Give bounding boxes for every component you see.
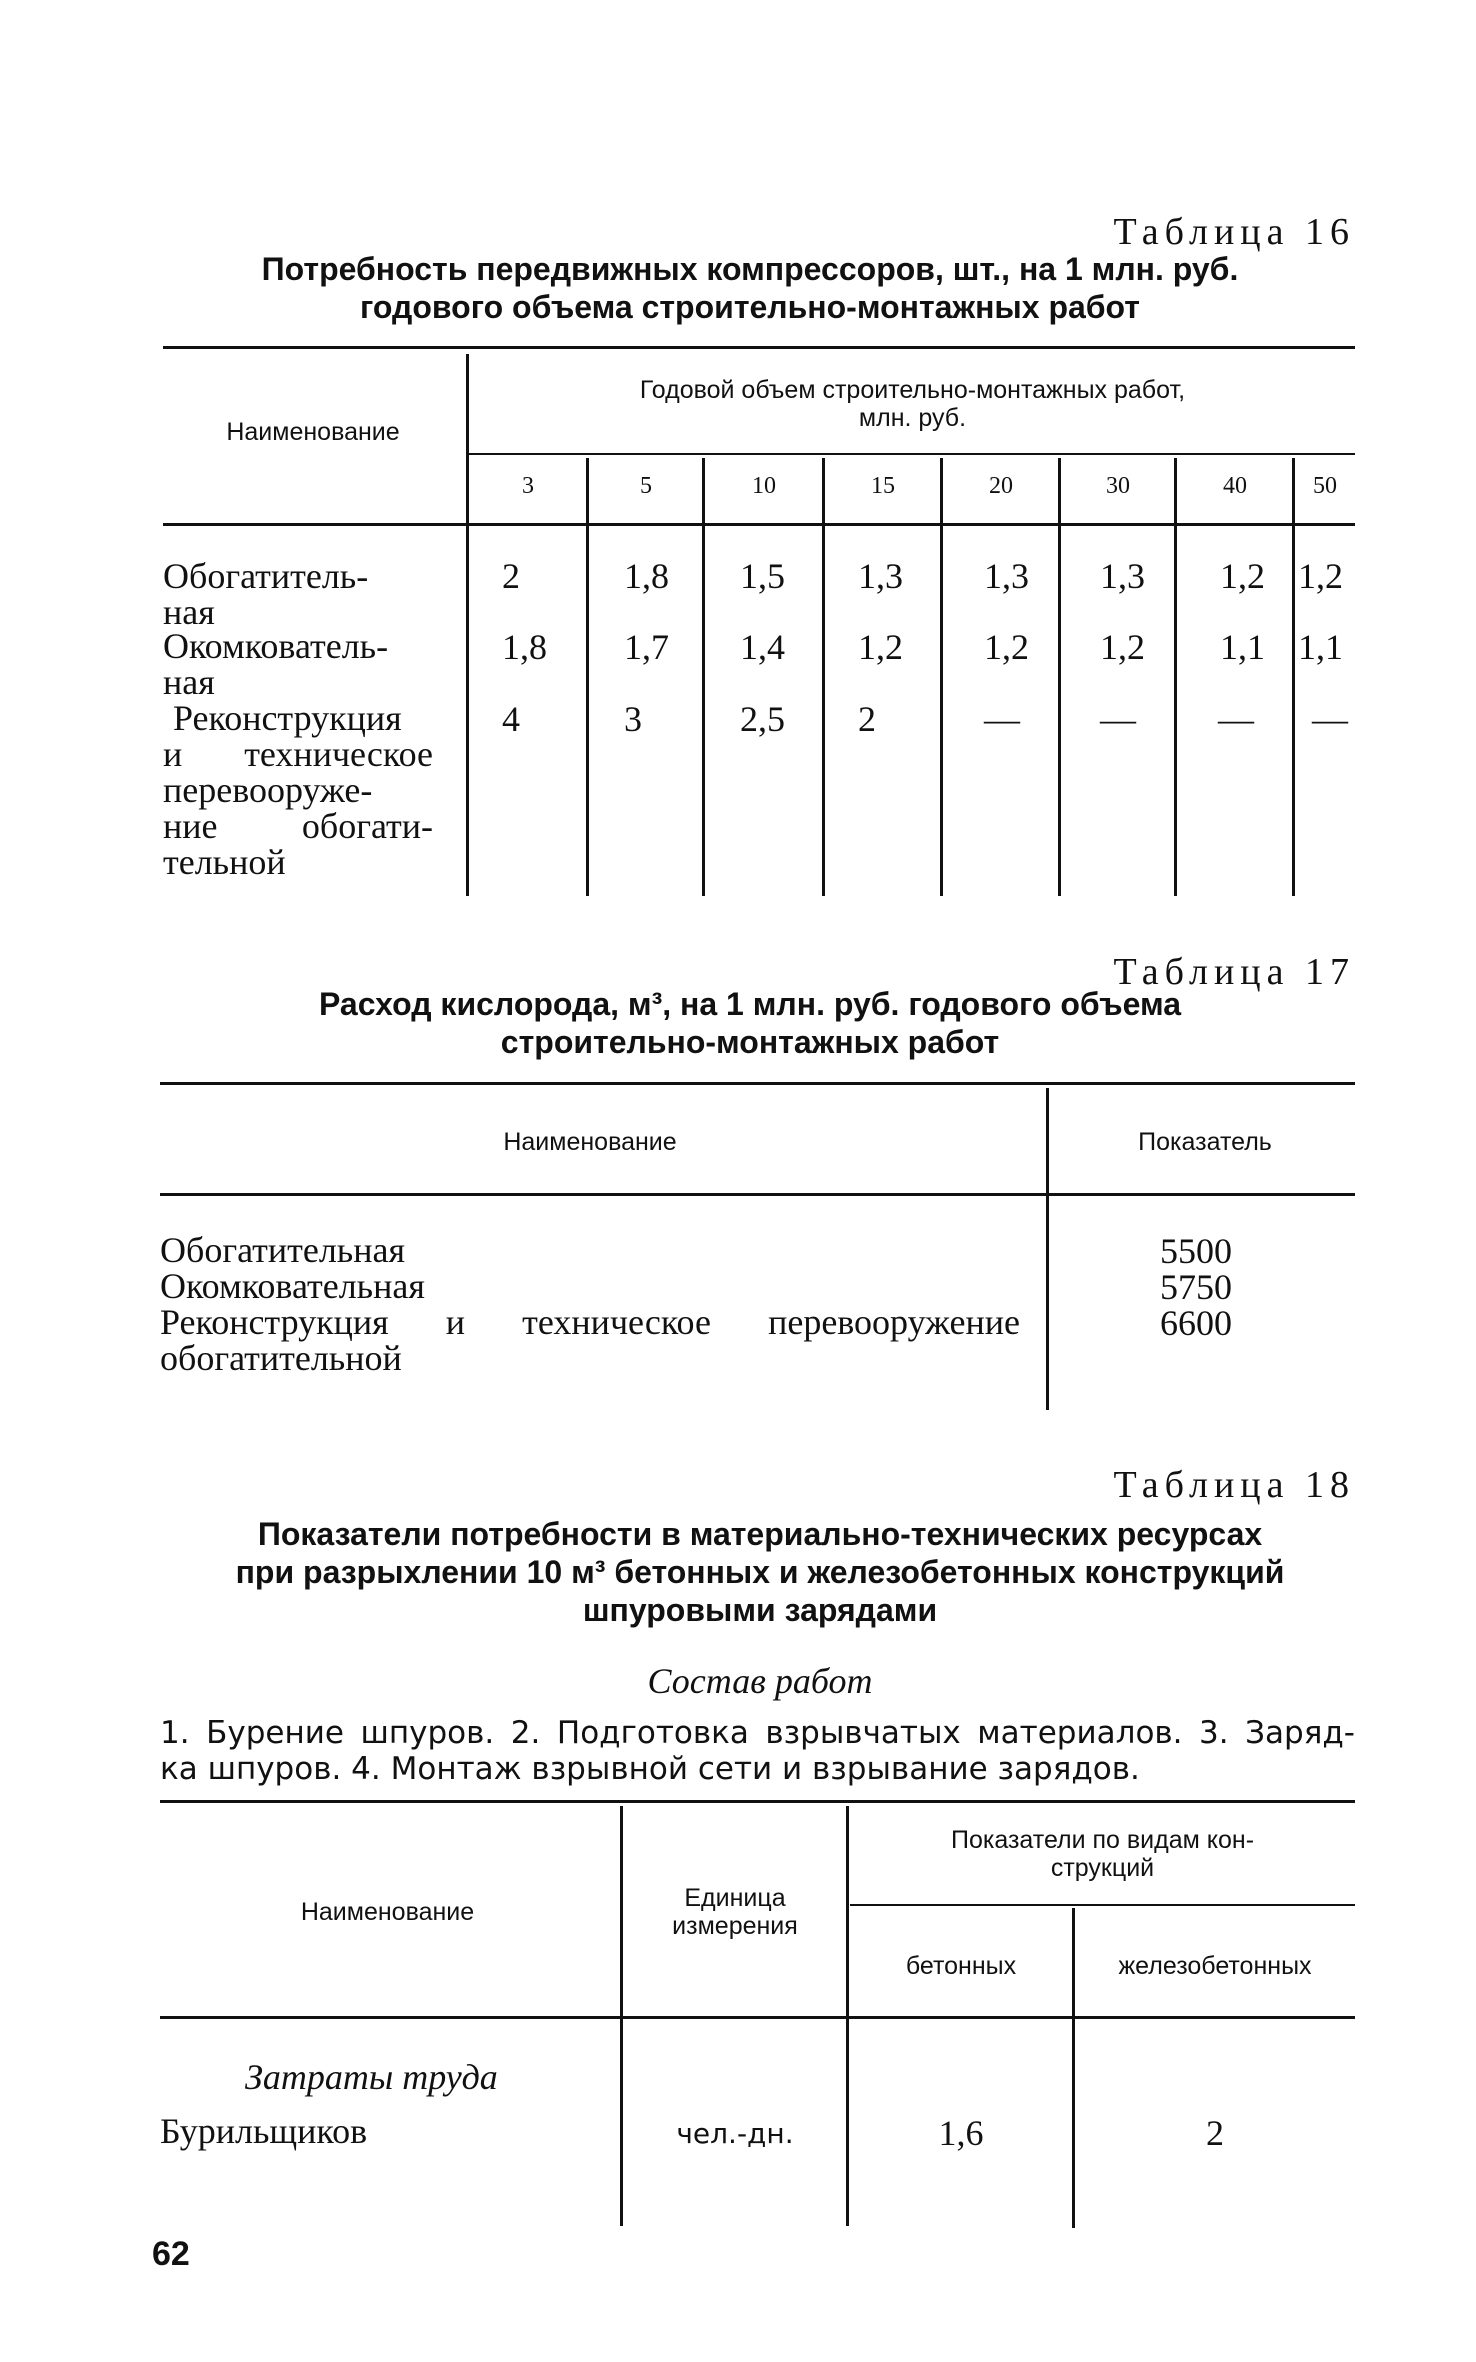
table18-title-line2: при разрыхлении 10 м³ бетонных и железобетонных конструкций [235,1554,1285,1590]
t16-r1-c4: 1,3 [858,556,903,596]
t16-r1-c1: 2 [502,556,520,596]
table16-col-30: 30 [1106,473,1130,499]
table16-col-name-header: Наименование [226,418,400,446]
t16-r3-c4: 2 [858,699,876,739]
table18-row1-name: Бурильщиков [160,2111,368,2151]
table17-col-name-header: Наименование [503,1128,677,1156]
t16-r2-c2: 1,7 [624,627,669,667]
table17-row2-name: Окомковательная [160,1266,425,1306]
table16-title-line1: Потребность передвижных компрессоров, шт., на 1 млн. руб. [261,251,1239,287]
table18-work-list: 1. Бурение шпуров. 2. Подготовка взрывчатых материалов. 3. Заряд- ка шпуров. 4. Монтаж взрывной сети и взрывание зарядов. [160,1715,1355,1787]
table18-title-line1: Показатели потребности в материально-технических ресурсах [257,1516,1263,1552]
t16-r1-c6: 1,3 [1100,556,1145,596]
t16-r1-c5: 1,3 [984,556,1029,596]
t16-r2-c5: 1,2 [984,627,1029,667]
table16-col-20: 20 [989,473,1013,499]
t16-r1-c8: 1,2 [1298,556,1343,596]
table17-col-value-header: Показатель [1138,1128,1272,1156]
table17-row3-value: 6600 [1160,1303,1232,1343]
table16-col-3: 3 [522,473,534,499]
t16-r2-c3: 1,4 [740,627,785,667]
table18-caption: Таблица 18 [1113,1464,1355,1506]
table18-col-concrete: бетонных [905,1952,1017,1980]
table16-col-15: 15 [871,473,895,499]
table16-title-line2: годового объема строительно-монтажных работ [360,289,1140,325]
t16-r1-c2: 1,8 [624,556,669,596]
table18-title-line3: шпуровыми зарядами [582,1592,938,1628]
table18-col-unit-header: Единица измерения [672,1884,798,1940]
t16-r3-c8: — [1312,699,1348,739]
table16-col-10: 10 [752,473,776,499]
table18-title [150,1515,1370,1629]
table18-row1-reinforced: 2 [1206,2113,1224,2153]
table18-group-header: Показатели по видам кон- струкций [950,1826,1255,1882]
table18-row1-concrete: 1,6 [938,2113,984,2153]
table18-subtitle: Состав работ [647,1661,873,1701]
t16-r3-c7: — [1218,699,1254,739]
table18-col-name-header: Наименование [300,1898,475,1926]
t16-r3-c6: — [1100,699,1136,739]
t16-r2-c6: 1,2 [1100,627,1145,667]
table16-title [150,250,1350,326]
table17-row3-name: Реконструкция и техническое перевооружение обогатительной [160,1302,1020,1378]
table16-caption: Таблица 16 [1113,211,1355,253]
t16-r1-c7: 1,2 [1220,556,1265,596]
t16-r2-c7: 1,1 [1220,627,1265,667]
table16-col-50: 50 [1313,473,1337,499]
table17-row2-value: 5750 [1160,1267,1232,1307]
table17-caption: Таблица 17 [1113,951,1355,993]
table16-row3-name: Реконструкция и техническое перевооруже- ние обогати- тельной [163,698,433,882]
table17-row1-value: 5500 [1160,1231,1232,1271]
table17-title-line1: Расход кислорода, м³, на 1 млн. руб. годового объема [319,986,1181,1022]
t16-r3-c1: 4 [502,699,520,739]
table16-row2-name: Окомкователь- ная [163,626,389,702]
t16-r2-c8: 1,1 [1298,627,1343,667]
table18-row1-unit: чел.-дн. [676,2117,794,2150]
table18-section-label: Затраты труда [245,2057,498,2097]
page-number: 62 [152,2235,190,2273]
table16-col-5: 5 [640,473,652,499]
table18-col-reinforced: железобетонных [1118,1952,1312,1980]
table16-col-40: 40 [1223,473,1247,499]
table17-row1-name: Обогатительная [160,1230,406,1270]
t16-r2-c4: 1,2 [858,627,903,667]
table16-group-header-line1: Годовой объем строительно-монтажных работ, [639,376,1186,404]
t16-r3-c2: 3 [624,699,642,739]
table16-group-header-line2: млн. руб. [858,404,967,432]
table17-title [150,985,1350,1061]
t16-r2-c1: 1,8 [502,627,547,667]
t16-r3-c5: — [984,699,1020,739]
table16-row1-name: Обогатитель- ная [163,556,369,632]
t16-r1-c3: 1,5 [740,556,785,596]
t16-r3-c3: 2,5 [740,699,785,739]
table16-group-header [470,376,1355,432]
table17-title-line2: строительно-монтажных работ [500,1024,1000,1060]
